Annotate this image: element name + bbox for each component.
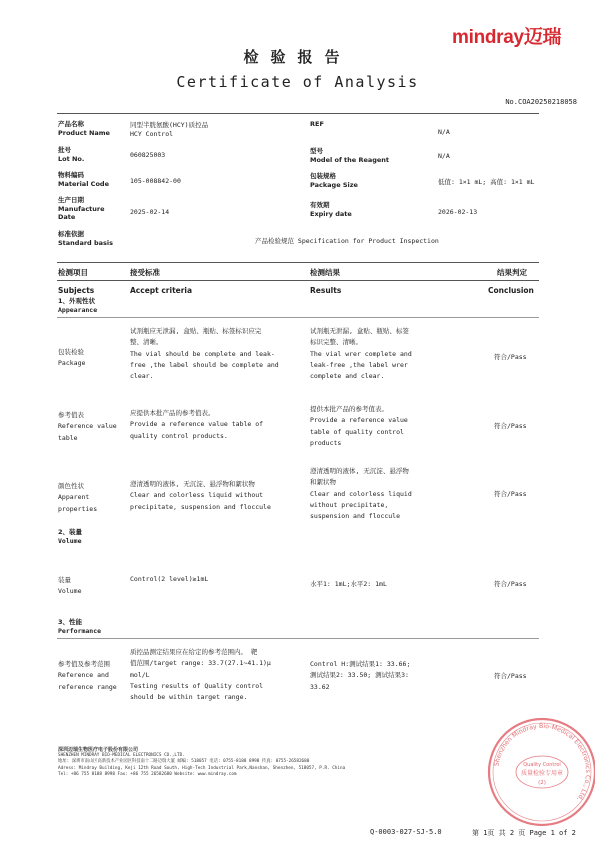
ref-value: N/A <box>438 128 450 136</box>
row-subject-reference-range: 参考值及参考范围 Reference and reference range <box>58 660 117 691</box>
standard-basis-label: 标准依据 Standard basis <box>58 230 113 247</box>
seal-number: (2) <box>538 780 546 786</box>
expiry-date-value: 2026-02-13 <box>438 208 478 216</box>
conclusion-header: 结果判定 <box>497 268 527 277</box>
standard-basis-value: 产品检验规范 Specification for Product Inspection <box>255 237 439 245</box>
company-footer: 深圳迈瑞生物医疗电子股份有限公司 SHENZHEN MINDRAY BIO-MEDICAL ELECTRONICS CO.,LTD. 地址: 深圳市南山区高新技术产业园区科技南十二路迈瑞大厦 邮编: 518057 电话: 0755-8188 8998 传真: 0755-26582680 Adress: Mindray Building, Keji 12th Road South, High-Tech Industrial Park,Nanshan, Shenzhen, 518057, P.R. China Tel: +86 755 8188 8998 Fax: +86 755 26582680 Website: www.mindray.com <box>58 747 346 777</box>
manufacture-date-value: 2025-02-14 <box>130 208 170 216</box>
row-conclusion-package: 符合/Pass <box>494 353 527 361</box>
lot-value: 060825003 <box>130 151 166 159</box>
subjects-header-en: Subjects <box>58 286 95 295</box>
subjects-header: 检测项目 <box>58 268 88 277</box>
manufacture-date-label: 生产日期 Manufacture Date <box>58 196 105 221</box>
row-criteria-reference-table: 应提供本批产品的参考值表。 Provide a reference value table of quality control products. <box>130 409 264 440</box>
criteria-header-en: Accept criteria <box>130 286 193 295</box>
conclusion-header-en: Conclusion <box>488 286 534 295</box>
ref-label: REF <box>310 120 324 128</box>
row-criteria-reference-range: 质控品测定结果应在给定的参考范围内。 靶 值范围/target range: 33.7(27.1~41.1)μ mol/L Testing results of Quality control should be within target range. <box>130 648 271 702</box>
form-number: Q-0003-027-SJ-5.0 <box>370 828 442 836</box>
results-header: 检测结果 <box>310 268 340 277</box>
criteria-header: 接受标准 <box>130 268 160 277</box>
table-header-divider <box>57 280 539 281</box>
seal-ring-text: Shenzhen Mindray Bio-Medical Electronics Co., Ltd. <box>493 722 592 803</box>
company-seal <box>486 716 595 828</box>
row-subject-package: 包装检验 Package <box>58 348 86 368</box>
model-label: 型号 Model of the Reagent <box>310 147 390 164</box>
title-english: Certificate of Analysis <box>176 73 419 91</box>
model-value: N/A <box>438 152 450 160</box>
title-chinese: 检验报告 <box>243 48 352 66</box>
row-subject-apparent: 颜色性状 Apparent properties <box>58 482 98 513</box>
row-conclusion-reference-range: 符合/Pass <box>494 672 527 680</box>
row-result-reference-range: Control H:测试结果1: 33.66; 测试结果2: 33.50; 测试结果3: 33.62 <box>310 660 411 691</box>
package-size-value: 低值: 1×1 mL; 高值: 1×1 mL <box>438 178 535 186</box>
row-result-reference-table: 提供本批产品的参考值表。 Provide a reference value table of quality control products <box>310 405 408 447</box>
header-divider <box>57 113 539 114</box>
results-header-en: Results <box>310 286 342 295</box>
section-appearance: 1、外观性状 Appearance <box>58 297 98 314</box>
expiry-date-label: 有效期 Expiry date <box>310 201 352 218</box>
row-result-package: 试剂瓶无泄漏, 盒贴、瓶贴、标签 标识完整、清晰。 The vial wrer complete and leak-free ,the label wrer complete and clear. <box>310 327 412 381</box>
row-subject-volume: 装量 Volume <box>58 576 82 596</box>
package-size-label: 包装规格 Package Size <box>310 172 358 189</box>
section-performance: 3、性能 Performance <box>58 618 102 635</box>
seal-inner-cn: 质量检验专用章 <box>520 770 564 777</box>
section-divider-performance <box>57 638 539 639</box>
row-criteria-apparent: 澄清透明的液体, 无沉淀、悬浮物和絮状物 Clear and colorless liquid without precipitate, suspension and floccule <box>130 480 271 511</box>
page-number: 第 1页 共 2 页 Page 1 of 2 <box>472 829 576 837</box>
row-result-apparent: 澄清透明的液体, 无沉淀、悬浮物 和絮状物 Clear and colorless liquid without precipitate, suspension and floccule <box>310 467 412 521</box>
row-conclusion-volume: 符合/Pass <box>494 580 527 588</box>
row-subject-reference-table: 参考值表 Reference value table <box>58 411 117 442</box>
seal-inner-en: Quality Control <box>523 762 561 768</box>
row-result-volume: 水平1: 1mL;水平2: 1mL <box>310 580 387 588</box>
mindray-logo: mindray迈瑞 <box>452 27 562 48</box>
material-code-label: 物料编码 Material Code <box>58 171 109 188</box>
product-name-value: 同型半胱氨酸(HCY)质控品 HCY Control <box>130 121 209 138</box>
product-name-label: 产品名称 Product Name <box>58 120 110 137</box>
document-number: No.COA20250218058 <box>505 98 577 106</box>
section-volume: 2、装量 Volume <box>58 528 83 545</box>
row-conclusion-reference-table: 符合/Pass <box>494 422 527 430</box>
row-criteria-volume: Control(2 level)≥1mL <box>130 575 209 583</box>
row-criteria-package: 试剂瓶应无泄漏, 盒贴、瓶贴、标签标识应完 整、清晰。 The vial should be complete and leak- free ,the label should be complete and clear. <box>130 327 279 381</box>
row-conclusion-apparent: 符合/Pass <box>494 490 527 498</box>
material-code-value: 105-008842-00 <box>130 177 181 185</box>
lot-label: 批号 Lot No. <box>58 146 85 163</box>
info-divider <box>57 262 539 263</box>
section-divider <box>57 317 539 318</box>
